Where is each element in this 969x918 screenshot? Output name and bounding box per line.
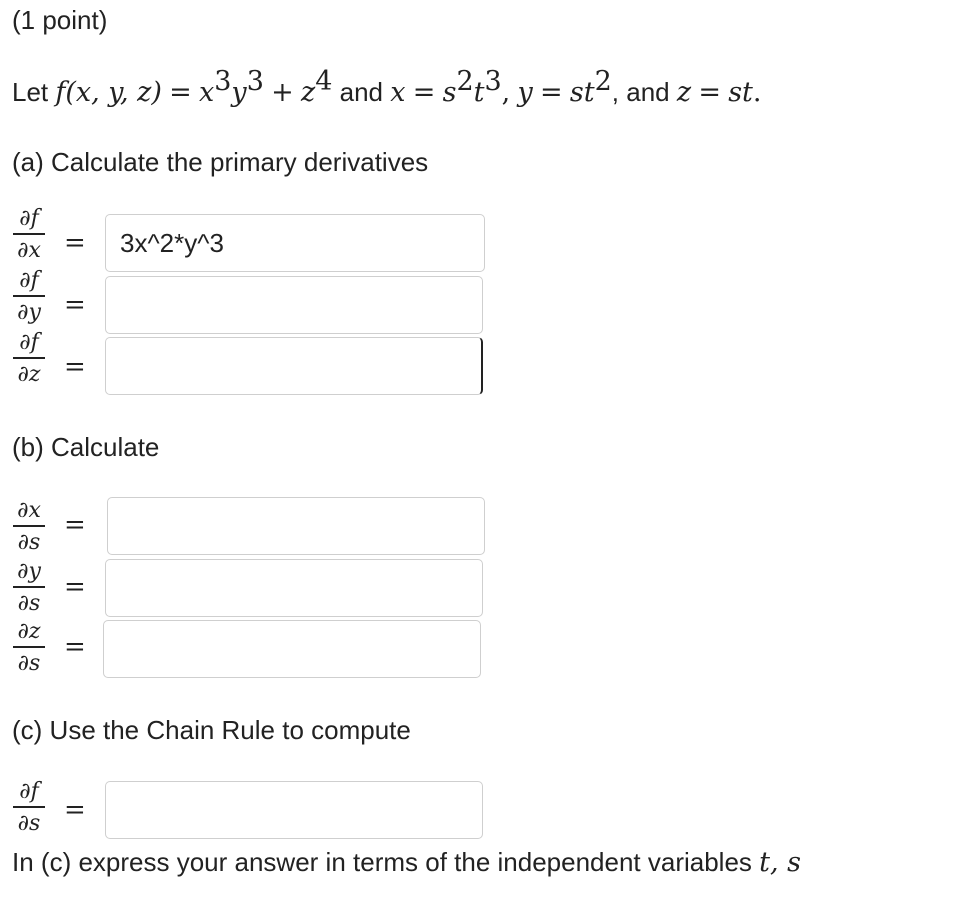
part-b-title: (b) Calculate <box>12 432 160 462</box>
x-rhs-t: t <box>473 77 485 108</box>
df-dx-input[interactable] <box>105 214 485 272</box>
equals-sign: = <box>64 510 86 540</box>
independent-variables: t, s <box>759 847 802 878</box>
x-lhs: x <box>390 77 406 108</box>
fraction-df-dz: ∂f ∂z <box>12 330 46 388</box>
period: . <box>752 77 762 108</box>
x-rhs-s: s <box>442 77 457 108</box>
and-word-1: and <box>339 77 384 107</box>
exp-t: 3 <box>484 66 502 97</box>
exp-z: 4 <box>315 66 333 97</box>
term-y: y <box>231 77 247 108</box>
equals-sign: = <box>64 795 86 825</box>
f-definition-lhs: f(x, y, z) <box>55 77 162 108</box>
note-text: In (c) express your answer in terms of the independent variables <box>12 847 752 877</box>
fraction-dx-ds: ∂x ∂s <box>12 498 46 556</box>
and-word-2: and <box>626 77 670 107</box>
y-rhs: st <box>569 77 595 108</box>
comma: , <box>501 77 511 108</box>
equals-sign: = <box>698 77 721 108</box>
equals-sign: = <box>412 77 436 108</box>
part-c-note <box>12 846 801 879</box>
exp-s: 2 <box>456 66 474 97</box>
dx-ds-input[interactable] <box>107 497 485 555</box>
dy-ds-input[interactable] <box>105 559 483 617</box>
equals-sign: = <box>64 632 86 662</box>
part-a-title: (a) Calculate the primary derivatives <box>12 147 429 177</box>
let-word: Let <box>12 77 49 107</box>
fraction-dz-ds: ∂z ∂s <box>12 619 46 677</box>
equals-sign: = <box>64 572 86 602</box>
fraction-df-dy: ∂f ∂y <box>12 268 46 326</box>
z-lhs: z <box>676 77 692 108</box>
df-dy-input[interactable] <box>105 276 483 334</box>
exp-y: 3 <box>246 66 264 97</box>
z-rhs: st <box>728 77 753 108</box>
equals-sign: = <box>540 77 563 108</box>
fraction-dy-ds: ∂y ∂s <box>12 559 46 617</box>
exp-y-rhs: 2 <box>594 66 612 97</box>
plus-sign: + <box>271 77 294 108</box>
equals-sign: = <box>169 77 192 108</box>
comma: , <box>611 77 619 107</box>
df-ds-input[interactable] <box>105 781 483 839</box>
points-label: (1 point) <box>12 5 108 35</box>
y-lhs: y <box>517 77 533 108</box>
df-dz-input[interactable] <box>105 337 483 395</box>
problem-statement <box>12 66 762 109</box>
equals-sign: = <box>64 352 86 382</box>
term-x: x <box>199 77 215 108</box>
equals-sign: = <box>64 228 86 258</box>
fraction-df-dx: ∂f ∂x <box>12 206 46 264</box>
fraction-df-ds: ∂f ∂s <box>12 779 46 837</box>
dz-ds-input[interactable] <box>103 620 481 678</box>
equals-sign: = <box>64 290 86 320</box>
part-c-title: (c) Use the Chain Rule to compute <box>12 715 411 745</box>
term-z: z <box>300 77 316 108</box>
exp-x: 3 <box>214 66 232 97</box>
